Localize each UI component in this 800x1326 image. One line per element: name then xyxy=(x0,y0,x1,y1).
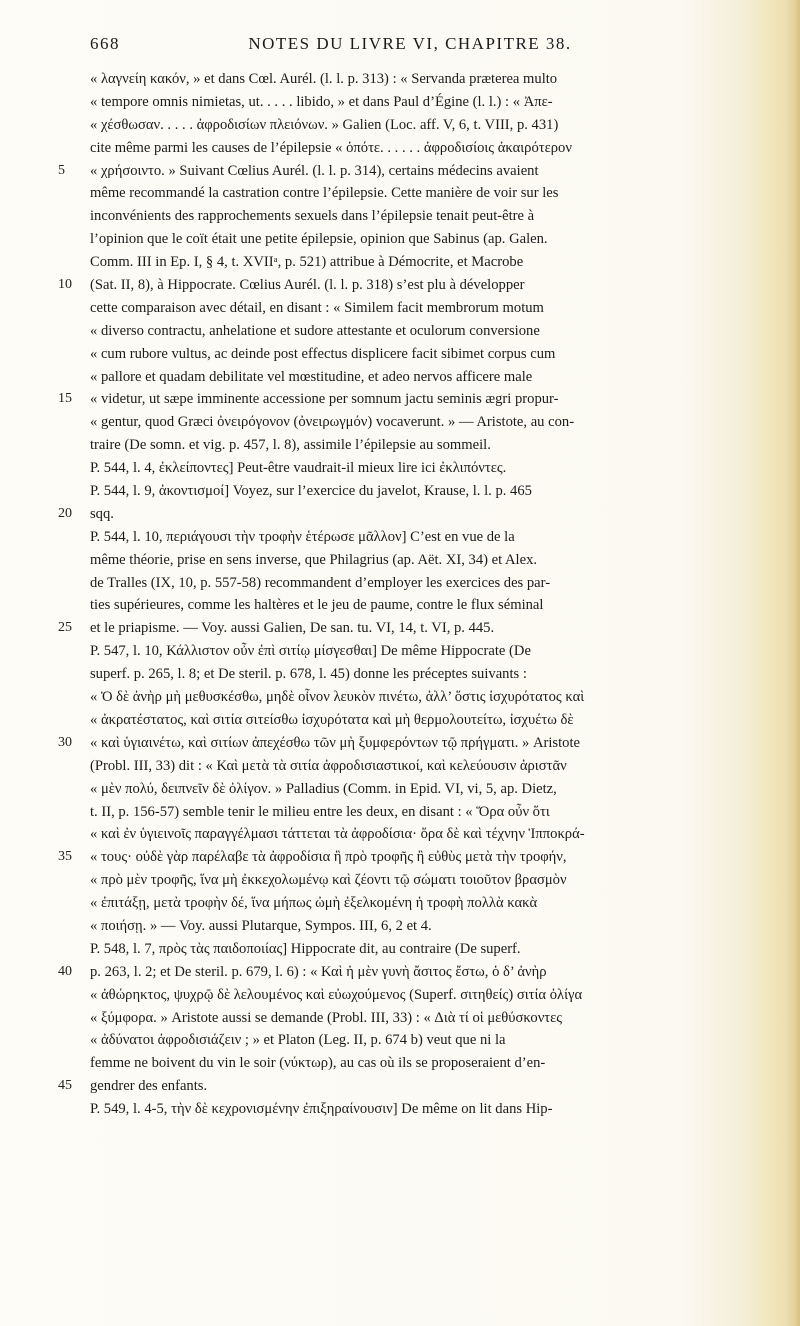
line-text: « ἀκρατέστατος, καὶ σιτία σιτείσθω ἰσχυρότατα καὶ μὴ θερμολουτείτω, ἰσχυέτω δὲ xyxy=(90,711,574,728)
text-line xyxy=(58,846,738,869)
text-line xyxy=(90,755,738,778)
text-line xyxy=(90,1098,738,1121)
text-line xyxy=(90,228,738,251)
text-line xyxy=(90,343,738,366)
line-text: même théorie, prise en sens inverse, que Philagrius (ap. Aët. XI, 34) et Alex. xyxy=(90,551,538,568)
text-line xyxy=(58,274,738,297)
line-text: « pallore et quadam debilitate vel mœstitudine, et adeo nervos afficere male xyxy=(90,368,533,385)
text-line xyxy=(90,182,738,205)
text-line xyxy=(58,617,738,640)
line-text: ties supérieures, comme les haltères et le jeu de paume, contre le flux séminal xyxy=(90,597,544,614)
line-text: « τους· οὐδὲ γὰρ παρέλαβε τὰ ἀφροδίσια ἢ πρὸ τροφῆς ἢ εὐθὺς μετὰ τὴν τροφήν, xyxy=(90,849,567,866)
line-text: traire (De somn. et vig. p. 457, l. 8), assimile l’épilepsie au sommeil. xyxy=(90,437,491,454)
text-line xyxy=(58,388,738,411)
text-line xyxy=(90,594,738,617)
line-text: « λαγνείη κακόν, » et dans Cœl. Aurél. (l. l. p. 313) : « Servanda præterea multo xyxy=(90,71,558,87)
line-text: Comm. III in Ep. I, § 4, t. XVIIᵃ, p. 521) attribue à Démocrite, et Macrobe xyxy=(90,254,524,271)
line-text: de Tralles (IX, 10, p. 557-58) recommandent d’employer les exercices des par- xyxy=(90,574,551,591)
text-line xyxy=(90,91,738,114)
text-line xyxy=(90,778,738,801)
text-line xyxy=(90,709,738,732)
line-text: « ἀθώρηκτος, ψυχρῷ δὲ λελουμένος καὶ εὐωχούμενος (Superf. σιτηθείς) σιτία ὀλίγα xyxy=(90,986,583,1003)
line-text: même recommandé la castration contre l’épilepsie. Cette manière de voir sur les xyxy=(90,185,559,202)
notes-text-block xyxy=(58,68,738,1121)
text-line xyxy=(58,1075,738,1098)
line-text: P. 544, l. 9, ἀκοντισμοί] Voyez, sur l’exercice du javelot, Krause, l. l. p. 465 xyxy=(90,483,532,500)
text-line xyxy=(90,984,738,1007)
running-title: NOTES DU LIVRE VI, CHAPITRE 38. xyxy=(248,34,572,53)
text-line xyxy=(90,823,738,846)
text-line xyxy=(58,503,738,526)
text-line xyxy=(90,938,738,961)
text-line xyxy=(90,526,738,549)
line-text: t. II, p. 156-57) semble tenir le milieu entre les deux, en disant : « Ὅρα οὖν ὅτι xyxy=(90,803,550,820)
text-line xyxy=(90,114,738,137)
text-line xyxy=(58,160,738,183)
line-text: sqq. xyxy=(90,505,114,522)
line-text: P. 544, l. 4, ἐκλείποντες] Peut-être vaudrait-il mieux lire ici ἐκλιπόντες. xyxy=(90,460,507,477)
text-line xyxy=(90,549,738,572)
text-line xyxy=(58,961,738,984)
text-line xyxy=(90,869,738,892)
line-text: « Ὁ δὲ ἀνὴρ μὴ μεθυσκέσθω, μηδὲ οἶνον λευκὸν πινέτω, ἀλλ’ ὅστις ἰσχυρότατος καὶ xyxy=(90,689,585,706)
line-text: l’opinion que le coït était une petite épilepsie, opinion que Sabinus (ap. Galen. xyxy=(90,231,548,248)
text-line xyxy=(90,411,738,434)
line-text: « χρήσοιντο. » Suivant Cœlius Aurél. (l. l. p. 314), certains médecins avaient xyxy=(90,162,539,179)
text-line xyxy=(90,251,738,274)
line-text: « cum rubore vultus, ac deinde post effectus displicere facit sibimet corpus cum xyxy=(90,345,556,362)
line-text: cette comparaison avec détail, en disant : « Similem facit membrorum motum xyxy=(90,299,544,316)
line-number: 5 xyxy=(58,162,65,178)
line-text: p. 263, l. 2; et De steril. p. 679, l. 6) : « Καὶ ἡ μὲν γυνὴ ἄσιτος ἔστω, ὁ δ’ ἀνὴρ xyxy=(90,963,547,980)
line-number: 10 xyxy=(58,277,72,293)
text-line xyxy=(90,686,738,709)
text-line xyxy=(90,1052,738,1075)
line-text: P. 548, l. 7, πρὸς τὰς παιδοποιίας] Hippocrate dit, au contraire (De superf. xyxy=(90,940,521,957)
line-text: « diverso contractu, anhelatione et sudore attestante et oculorum conversione xyxy=(90,322,540,339)
text-line xyxy=(90,1007,738,1030)
line-number: 25 xyxy=(58,620,72,636)
page-number: 668 xyxy=(90,34,120,53)
text-line xyxy=(58,732,738,755)
line-text: « ἐπιτάξῃ, μετὰ τροφὴν δέ, ἵνα μήπως ὠμὴ ἐξελκομένη ἡ τροφὴ πολλὰ κακὰ xyxy=(90,895,538,912)
text-line xyxy=(90,366,738,389)
page-edge-shadow xyxy=(786,0,800,1326)
line-text: et le priapisme. — Voy. aussi Galien, De san. tu. VI, 14, t. VI, p. 445. xyxy=(90,620,495,637)
line-text: femme ne boivent du vin le soir (νύκτωρ), au cas où ils se proposeraient d’en- xyxy=(90,1055,546,1072)
line-text: « ξύμφορα. » Aristote aussi se demande (Probl. III, 33) : « Διὰ τί οἱ μεθύσκοντες xyxy=(90,1009,563,1026)
line-text: P. 544, l. 10, περιάγουσι τὴν τροφὴν ἑτέρωσε μᾶλλον] C’est en vue de la xyxy=(90,528,515,545)
line-text: « καὶ ὑγιαινέτω, καὶ σιτίων ἀπεχέσθω τῶν μὴ ξυμφερόντων τῷ πρήγματι. » Aristote xyxy=(90,734,580,751)
line-text: gendrer des enfants. xyxy=(90,1078,208,1095)
line-number: 30 xyxy=(58,734,72,750)
line-text: P. 549, l. 4-5, τὴν δὲ κεχρονισμένην ἐπιξηραίνουσιν] De même on lit dans Hip- xyxy=(90,1101,553,1118)
text-line xyxy=(90,68,738,91)
text-line xyxy=(90,1029,738,1052)
line-text: inconvénients des rapprochements sexuels dans l’épilepsie tenait peut-être à xyxy=(90,208,535,225)
line-text: (Probl. III, 33) dit : « Καὶ μετὰ τὰ σιτία ἀφροδισιαστικοί, καὶ κελεύουσιν ἀριστᾶν xyxy=(90,757,567,774)
line-text: « πρὸ μὲν τροφῆς, ἵνα μὴ ἐκκεχολωμένῳ καὶ ζέοντι τῷ σώματι τοιοῦτον βρασμὸν xyxy=(90,872,567,889)
text-line xyxy=(90,663,738,686)
line-text: superf. p. 265, l. 8; et De steril. p. 678, l. 45) donne les préceptes suivants : xyxy=(90,666,527,683)
text-line xyxy=(90,480,738,503)
text-line xyxy=(90,434,738,457)
line-number: 20 xyxy=(58,505,72,521)
line-text: cite même parmi les causes de l’épilepsie « ὁπότε. . . . . . ἀφροδισίοις ἀκαιρότερον xyxy=(90,139,572,156)
text-line xyxy=(90,915,738,938)
line-text: « tempore omnis nimietas, ut. . . . . libido, » et dans Paul d’Égine (l. l.) : « Ἀπε- xyxy=(90,93,553,110)
line-text: « ἀδύνατοι ἀφροδισιάζειν ; » et Platon (Leg. II, p. 674 b) veut que ni la xyxy=(90,1032,506,1049)
line-number: 40 xyxy=(58,963,72,979)
text-line xyxy=(90,572,738,595)
text-line xyxy=(90,320,738,343)
text-line xyxy=(90,205,738,228)
line-text: « χέσθωσαν. . . . . ἀφροδισίων πλειόνων. » Galien (Loc. aff. V, 6, t. VIII, p. 431) xyxy=(90,116,559,133)
line-text: « videtur, ut sæpe imminente accessione per somnum jactu seminis ægri propur- xyxy=(90,391,559,408)
line-text: « ποιήσῃ. » — Voy. aussi Plutarque, Sympos. III, 6, 2 et 4. xyxy=(90,917,432,934)
line-text: (Sat. II, 8), à Hippocrate. Cœlius Aurél. (l. l. p. 318) s’est plu à développer xyxy=(90,277,525,294)
page-header xyxy=(90,34,730,58)
line-number: 45 xyxy=(58,1078,72,1094)
text-line xyxy=(90,892,738,915)
text-line xyxy=(90,457,738,480)
text-line xyxy=(90,137,738,160)
line-text: P. 547, l. 10, Κάλλιστον οὖν ἐπὶ σιτίῳ μίσγεσθαι] De même Hippocrate (De xyxy=(90,643,531,660)
text-line xyxy=(90,801,738,824)
text-line xyxy=(90,640,738,663)
line-text: « gentur, quod Græci ὀνειρόγονον (ὀνειρωγμόν) vocaverunt. » — Aristote, au con- xyxy=(90,414,575,431)
line-text: « καὶ ἐν ὑγιεινοῖς παραγγέλμασι τάττεται τὰ ἀφροδίσια· ὅρα δὲ καὶ τέχνην Ἱπποκρά- xyxy=(90,826,585,843)
line-text: « μὲν πολύ, δειπνεῖν δὲ ὀλίγον. » Palladius (Comm. in Epid. VI, vi, 5, ap. Dietz, xyxy=(90,780,557,797)
text-line xyxy=(90,297,738,320)
line-number: 15 xyxy=(58,391,72,407)
line-number: 35 xyxy=(58,849,72,865)
